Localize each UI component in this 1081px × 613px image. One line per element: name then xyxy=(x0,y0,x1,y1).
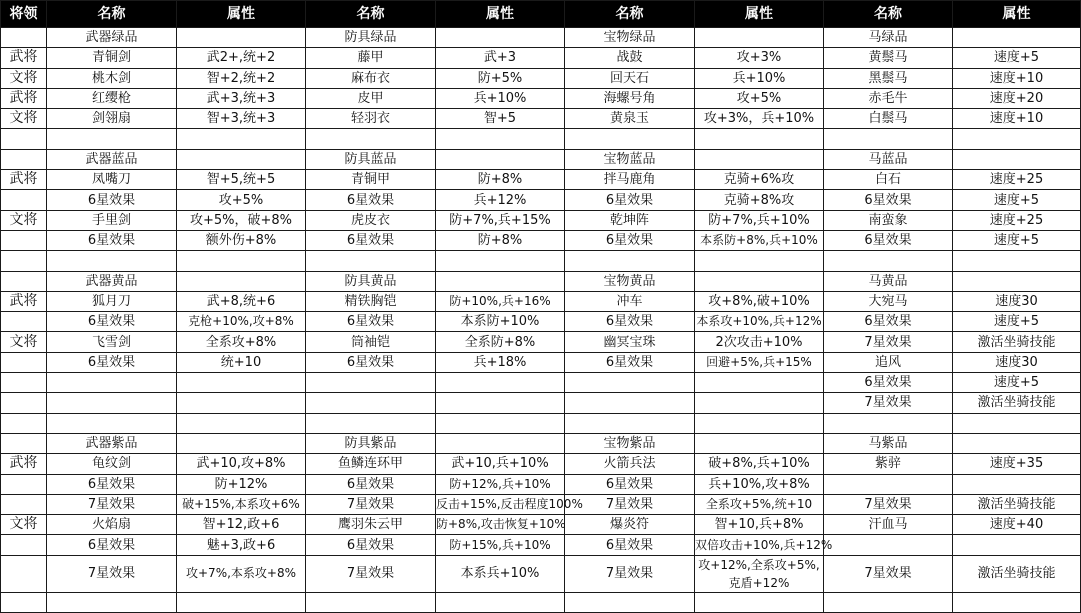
table-cell: 战鼓 xyxy=(565,48,695,68)
table-cell: 藤甲 xyxy=(306,48,436,68)
header-row xyxy=(1,1,1081,28)
table-cell: 克骑+8%攻 xyxy=(695,190,824,210)
table-cell: 武2+,统+2 xyxy=(177,48,306,68)
table-cell: 本系兵+10% xyxy=(436,555,565,592)
role-cell: 武将 xyxy=(1,88,47,108)
table-row xyxy=(1,515,1081,535)
table-cell: 统+10 xyxy=(177,352,306,372)
table-cell: 激活坐骑技能 xyxy=(953,494,1081,514)
table-cell: 凤嘴刀 xyxy=(47,170,177,190)
table-cell xyxy=(824,474,953,494)
table-cell: 防+7%,兵+15% xyxy=(436,210,565,230)
table-cell xyxy=(177,393,306,413)
table-cell: 额外伤+8% xyxy=(177,230,306,250)
table-cell: 防+8% xyxy=(436,170,565,190)
header-cell: 属性 xyxy=(953,1,1081,28)
table-cell: 攻+12%,全系攻+5%,克盾+12% xyxy=(695,555,824,592)
table-row xyxy=(1,149,1081,169)
table-cell: 武+10,攻+8% xyxy=(177,454,306,474)
table-cell: 防+10%,兵+16% xyxy=(436,291,565,311)
table-cell: 智+5,统+5 xyxy=(177,170,306,190)
table-cell xyxy=(177,433,306,453)
table-row xyxy=(1,48,1081,68)
table-row xyxy=(1,28,1081,48)
table-cell xyxy=(436,393,565,413)
table-cell: 武+8,统+6 xyxy=(177,291,306,311)
table-cell xyxy=(47,251,177,271)
table-cell: 速度30 xyxy=(953,291,1081,311)
table-cell: 轻羽衣 xyxy=(306,109,436,129)
table-row xyxy=(1,291,1081,311)
role-cell: 文将 xyxy=(1,332,47,352)
header-cell: 属性 xyxy=(177,1,306,28)
table-cell xyxy=(436,149,565,169)
table-cell xyxy=(565,251,695,271)
table-cell: 破+8%,兵+10% xyxy=(695,454,824,474)
table-cell: 武+10,兵+10% xyxy=(436,454,565,474)
table-row xyxy=(1,454,1081,474)
role-cell xyxy=(1,149,47,169)
table-cell xyxy=(695,413,824,433)
table-cell xyxy=(824,535,953,555)
table-cell: 武器黄品 xyxy=(47,271,177,291)
header-cell: 属性 xyxy=(436,1,565,28)
table-cell xyxy=(695,129,824,149)
table-cell: 拌马鹿角 xyxy=(565,170,695,190)
table-cell xyxy=(177,592,306,612)
table-cell: 智+10,兵+8% xyxy=(695,515,824,535)
role-cell xyxy=(1,129,47,149)
role-cell xyxy=(1,230,47,250)
table-cell: 攻+3% xyxy=(695,48,824,68)
table-cell xyxy=(695,271,824,291)
table-cell: 速度+5 xyxy=(953,312,1081,332)
table-cell: 速度+40 xyxy=(953,515,1081,535)
table-cell: 火箭兵法 xyxy=(565,454,695,474)
table-cell: 马绿品 xyxy=(824,28,953,48)
table-cell: 速度+25 xyxy=(953,210,1081,230)
table-cell xyxy=(47,129,177,149)
table-cell: 智+3,统+3 xyxy=(177,109,306,129)
table-cell: 全系攻+8% xyxy=(177,332,306,352)
table-cell xyxy=(695,433,824,453)
table-cell: 兵+18% xyxy=(436,352,565,372)
table-cell xyxy=(436,129,565,149)
table-cell xyxy=(695,149,824,169)
table-row xyxy=(1,68,1081,88)
table-row xyxy=(1,190,1081,210)
table-cell: 汗血马 xyxy=(824,515,953,535)
role-cell xyxy=(1,494,47,514)
table-cell: 紫骍 xyxy=(824,454,953,474)
table-cell: 6星效果 xyxy=(306,474,436,494)
table-cell xyxy=(953,592,1081,612)
table-cell: 6星效果 xyxy=(565,535,695,555)
role-cell: 武将 xyxy=(1,454,47,474)
table-cell xyxy=(177,149,306,169)
table-row xyxy=(1,474,1081,494)
table-row xyxy=(1,352,1081,372)
table-cell: 6星效果 xyxy=(824,230,953,250)
table-cell: 智+2,统+2 xyxy=(177,68,306,88)
table-cell xyxy=(695,393,824,413)
table-cell xyxy=(953,413,1081,433)
table-cell: 皮甲 xyxy=(306,88,436,108)
table-cell: 速度+5 xyxy=(953,48,1081,68)
table-cell xyxy=(953,433,1081,453)
table-cell: 激活坐骑技能 xyxy=(953,555,1081,592)
table-cell xyxy=(565,393,695,413)
table-cell: 飞雪剑 xyxy=(47,332,177,352)
table-cell: 6星效果 xyxy=(47,312,177,332)
table-cell xyxy=(306,129,436,149)
table-cell: 黑鬃马 xyxy=(824,68,953,88)
table-cell: 防+8% xyxy=(436,230,565,250)
table-cell: 6星效果 xyxy=(47,190,177,210)
table-cell: 武器蓝品 xyxy=(47,149,177,169)
header-cell: 名称 xyxy=(47,1,177,28)
table-row xyxy=(1,312,1081,332)
table-cell: 麻布衣 xyxy=(306,68,436,88)
table-cell xyxy=(436,28,565,48)
table-cell: 宝物绿品 xyxy=(565,28,695,48)
table-cell: 防+7%,兵+10% xyxy=(695,210,824,230)
table-cell: 赤毛牛 xyxy=(824,88,953,108)
table-row xyxy=(1,592,1081,612)
table-cell: 宝物黄品 xyxy=(565,271,695,291)
table-cell: 白鬃马 xyxy=(824,109,953,129)
table-cell xyxy=(824,251,953,271)
table-cell: 智+5 xyxy=(436,109,565,129)
table-cell: 速度+20 xyxy=(953,88,1081,108)
table-cell: 幽冥宝珠 xyxy=(565,332,695,352)
table-cell xyxy=(565,592,695,612)
table-cell xyxy=(565,129,695,149)
role-cell xyxy=(1,474,47,494)
table-cell: 6星效果 xyxy=(47,535,177,555)
role-cell xyxy=(1,271,47,291)
table-cell: 速度+5 xyxy=(953,190,1081,210)
table-cell: 双倍攻击+10%,兵+12% xyxy=(695,535,824,555)
table-cell: 防+12% xyxy=(177,474,306,494)
table-cell xyxy=(436,413,565,433)
table-cell xyxy=(47,393,177,413)
table-cell: 剑翎扇 xyxy=(47,109,177,129)
table-cell: 智+12,政+6 xyxy=(177,515,306,535)
table-cell: 鹰羽朱云甲 xyxy=(306,515,436,535)
header-cell: 将领 xyxy=(1,1,47,28)
table-cell: 7星效果 xyxy=(306,555,436,592)
table-cell: 精铁胸铠 xyxy=(306,291,436,311)
table-cell: 爆炎符 xyxy=(565,515,695,535)
table-cell xyxy=(436,433,565,453)
table-cell: 6星效果 xyxy=(306,190,436,210)
table-cell xyxy=(953,251,1081,271)
table-cell: 6星效果 xyxy=(306,312,436,332)
role-cell: 武将 xyxy=(1,48,47,68)
table-cell xyxy=(953,271,1081,291)
table-cell: 兵+10% xyxy=(695,68,824,88)
table-cell xyxy=(306,413,436,433)
role-cell xyxy=(1,413,47,433)
table-cell: 7星效果 xyxy=(306,494,436,514)
table-cell xyxy=(953,535,1081,555)
table-cell xyxy=(953,129,1081,149)
table-cell: 攻+5% xyxy=(695,88,824,108)
table-row xyxy=(1,129,1081,149)
table-cell: 7星效果 xyxy=(47,494,177,514)
table-cell: 6星效果 xyxy=(565,190,695,210)
table-cell: 7星效果 xyxy=(824,393,953,413)
table-row xyxy=(1,271,1081,291)
role-cell xyxy=(1,393,47,413)
table-cell xyxy=(565,373,695,393)
table-cell: 反击+15%,反击程度100% xyxy=(436,494,565,514)
table-cell: 6星效果 xyxy=(824,190,953,210)
table-cell xyxy=(695,251,824,271)
role-cell xyxy=(1,190,47,210)
role-cell xyxy=(1,592,47,612)
table-cell: 回避+5%,兵+15% xyxy=(695,352,824,372)
role-cell: 武将 xyxy=(1,170,47,190)
table-cell: 狐月刀 xyxy=(47,291,177,311)
table-row xyxy=(1,210,1081,230)
table-cell xyxy=(953,149,1081,169)
table-cell xyxy=(695,28,824,48)
table-row xyxy=(1,433,1081,453)
table-cell xyxy=(177,251,306,271)
table-cell: 本系防+10% xyxy=(436,312,565,332)
role-cell xyxy=(1,373,47,393)
table-cell: 7星效果 xyxy=(824,555,953,592)
table-cell: 6星效果 xyxy=(565,312,695,332)
header-cell: 名称 xyxy=(306,1,436,28)
table-cell: 武器紫品 xyxy=(47,433,177,453)
table-cell xyxy=(824,129,953,149)
table-cell: 追风 xyxy=(824,352,953,372)
table-cell xyxy=(306,592,436,612)
table-cell: 本系攻+10%,兵+12% xyxy=(695,312,824,332)
table-cell: 7星效果 xyxy=(824,494,953,514)
table-cell: 7星效果 xyxy=(47,555,177,592)
table-cell: 黄泉玉 xyxy=(565,109,695,129)
table-cell: 兵+10% xyxy=(436,88,565,108)
table-cell xyxy=(953,28,1081,48)
table-row xyxy=(1,332,1081,352)
table-row xyxy=(1,555,1081,592)
table-row xyxy=(1,535,1081,555)
table-cell: 速度+35 xyxy=(953,454,1081,474)
table-cell xyxy=(177,271,306,291)
table-row xyxy=(1,373,1081,393)
table-cell xyxy=(436,592,565,612)
table-cell: 克骑+6%攻 xyxy=(695,170,824,190)
table-cell: 虎皮衣 xyxy=(306,210,436,230)
table-cell: 青铜甲 xyxy=(306,170,436,190)
table-cell: 6星效果 xyxy=(306,230,436,250)
table-cell: 2次攻击+10% xyxy=(695,332,824,352)
role-cell: 文将 xyxy=(1,109,47,129)
table-cell: 防具绿品 xyxy=(306,28,436,48)
table-cell xyxy=(177,373,306,393)
table-cell: 红缨枪 xyxy=(47,88,177,108)
role-cell xyxy=(1,251,47,271)
table-cell: 马黄品 xyxy=(824,271,953,291)
role-cell xyxy=(1,535,47,555)
table-cell: 宝物蓝品 xyxy=(565,149,695,169)
header-cell: 名称 xyxy=(824,1,953,28)
table-cell: 克枪+10%,攻+8% xyxy=(177,312,306,332)
table-cell: 防+8%,攻击恢复+10% xyxy=(436,515,565,535)
table-cell: 青铜剑 xyxy=(47,48,177,68)
table-cell: 筒袖铠 xyxy=(306,332,436,352)
table-cell: 鱼鳞连环甲 xyxy=(306,454,436,474)
table-cell: 南蛮象 xyxy=(824,210,953,230)
table-cell: 速度30 xyxy=(953,352,1081,372)
table-cell: 6星效果 xyxy=(47,352,177,372)
table-cell: 海螺号角 xyxy=(565,88,695,108)
table-cell: 攻+5%，破+8% xyxy=(177,210,306,230)
table-cell: 速度+25 xyxy=(953,170,1081,190)
table-cell xyxy=(953,474,1081,494)
table-cell: 魅+3,政+6 xyxy=(177,535,306,555)
table-row xyxy=(1,393,1081,413)
table-cell: 6星效果 xyxy=(565,230,695,250)
table-cell: 7星效果 xyxy=(565,555,695,592)
table-cell: 回天石 xyxy=(565,68,695,88)
table-cell xyxy=(177,28,306,48)
table-row xyxy=(1,494,1081,514)
table-cell: 6星效果 xyxy=(47,474,177,494)
table-cell xyxy=(306,373,436,393)
table-cell: 白石 xyxy=(824,170,953,190)
table-cell: 防+5% xyxy=(436,68,565,88)
table-row xyxy=(1,230,1081,250)
header-cell: 名称 xyxy=(565,1,695,28)
role-cell xyxy=(1,352,47,372)
table-cell: 武+3 xyxy=(436,48,565,68)
table-cell: 宝物紫品 xyxy=(565,433,695,453)
table-cell: 防+15%,兵+10% xyxy=(436,535,565,555)
table-cell: 桃木剑 xyxy=(47,68,177,88)
table-cell: 火焰扇 xyxy=(47,515,177,535)
role-cell xyxy=(1,433,47,453)
table-cell: 6星效果 xyxy=(47,230,177,250)
table-row xyxy=(1,251,1081,271)
table-cell: 大宛马 xyxy=(824,291,953,311)
table-cell: 6星效果 xyxy=(824,373,953,393)
table-cell: 速度+10 xyxy=(953,109,1081,129)
table-cell xyxy=(565,413,695,433)
table-cell: 速度+10 xyxy=(953,68,1081,88)
table-cell: 兵+12% xyxy=(436,190,565,210)
role-cell xyxy=(1,28,47,48)
table-cell: 防具紫品 xyxy=(306,433,436,453)
table-cell xyxy=(436,251,565,271)
table-cell: 全系防+8% xyxy=(436,332,565,352)
table-cell: 乾坤阵 xyxy=(565,210,695,230)
table-cell xyxy=(306,393,436,413)
table-cell: 武+3,统+3 xyxy=(177,88,306,108)
table-cell xyxy=(177,129,306,149)
table-cell: 攻+3%，兵+10% xyxy=(695,109,824,129)
table-cell: 马蓝品 xyxy=(824,149,953,169)
table-cell: 冲车 xyxy=(565,291,695,311)
role-cell: 文将 xyxy=(1,515,47,535)
table-cell xyxy=(695,373,824,393)
table-cell: 本系防+8%,兵+10% xyxy=(695,230,824,250)
table-cell xyxy=(436,271,565,291)
table-cell: 破+15%,本系攻+6% xyxy=(177,494,306,514)
table-cell xyxy=(436,373,565,393)
table-cell: 7星效果 xyxy=(565,494,695,514)
table-cell: 6星效果 xyxy=(824,312,953,332)
table-cell: 手里剑 xyxy=(47,210,177,230)
table-cell: 攻+5% xyxy=(177,190,306,210)
role-cell xyxy=(1,312,47,332)
table-row xyxy=(1,413,1081,433)
table-cell xyxy=(824,413,953,433)
table-cell: 马紫品 xyxy=(824,433,953,453)
table-row xyxy=(1,88,1081,108)
table-cell xyxy=(695,592,824,612)
role-cell: 文将 xyxy=(1,210,47,230)
table-cell: 速度+5 xyxy=(953,230,1081,250)
table-cell: 龟纹剑 xyxy=(47,454,177,474)
table-cell: 6星效果 xyxy=(565,474,695,494)
table-cell: 攻+8%,破+10% xyxy=(695,291,824,311)
table-cell xyxy=(47,373,177,393)
table-cell: 6星效果 xyxy=(306,535,436,555)
table-cell xyxy=(824,592,953,612)
table-cell: 6星效果 xyxy=(565,352,695,372)
table-row xyxy=(1,109,1081,129)
table-cell: 防具蓝品 xyxy=(306,149,436,169)
table-cell xyxy=(306,251,436,271)
table-cell xyxy=(47,413,177,433)
table-cell: 兵+10%,攻+8% xyxy=(695,474,824,494)
table-cell: 6星效果 xyxy=(306,352,436,372)
table-row xyxy=(1,170,1081,190)
table-cell: 7星效果 xyxy=(824,332,953,352)
table-cell: 全系攻+5%,统+10 xyxy=(695,494,824,514)
table-cell: 黄鬃马 xyxy=(824,48,953,68)
table-cell: 武器绿品 xyxy=(47,28,177,48)
role-cell: 文将 xyxy=(1,68,47,88)
table-cell xyxy=(177,413,306,433)
role-cell xyxy=(1,555,47,592)
header-cell: 属性 xyxy=(695,1,824,28)
table-cell: 激活坐骑技能 xyxy=(953,332,1081,352)
table-cell: 速度+5 xyxy=(953,373,1081,393)
table-cell: 攻+7%,本系攻+8% xyxy=(177,555,306,592)
table-cell: 激活坐骑技能 xyxy=(953,393,1081,413)
role-cell: 武将 xyxy=(1,291,47,311)
table-cell: 防+12%,兵+10% xyxy=(436,474,565,494)
table-cell: 防具黄品 xyxy=(306,271,436,291)
table-cell xyxy=(47,592,177,612)
